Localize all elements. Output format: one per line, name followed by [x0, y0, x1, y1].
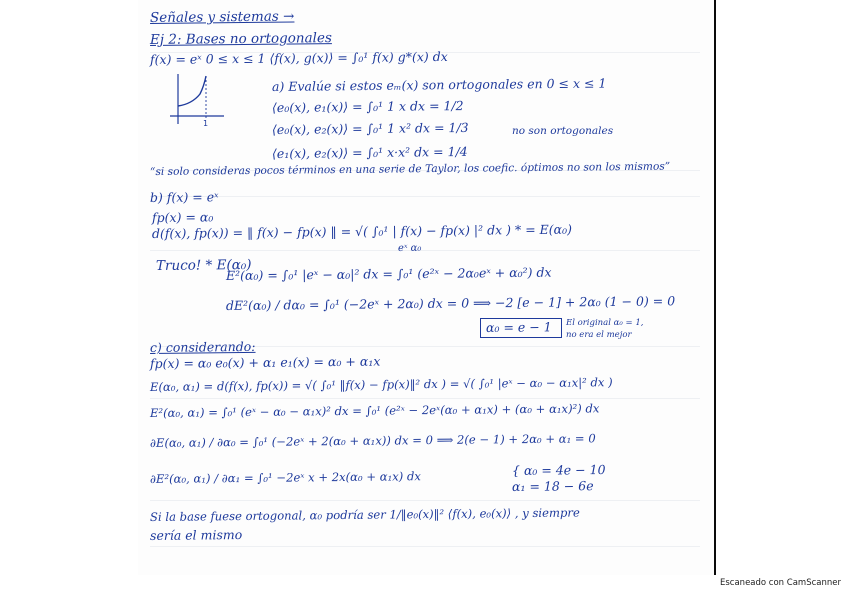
original-note-2: no era el mejor [566, 330, 632, 340]
partial-alpha0: ∂E(α₀, α₁) / ∂α₀ = ∫₀¹ (−2eˣ + 2(α₀ + α₁x)) dx = 0 ⟹ 2(e − 1) + 2α₀ + α₁ = 0 [149, 431, 596, 450]
ruled-line [150, 546, 700, 547]
conclusion-line-2: sería el mismo [149, 527, 243, 543]
inner-product-12: ⟨e₁(x), e₂(x)⟩ = ∫₀¹ x·x² dx = 1/4 [271, 143, 468, 161]
part-b-approximation: fp(x) = α₀ [151, 209, 214, 225]
alpha0-result: α₀ = e − 1 [485, 319, 552, 335]
part-a-statement: a) Evalúe si estos eₘ(x) son ortogonales en 0 ≤ x ≤ 1 [271, 75, 607, 94]
exp-curve [178, 76, 206, 106]
exercise-subtitle: Ej 2: Bases no ortogonales [149, 30, 332, 48]
page-title: Señales y sistemas → [149, 8, 295, 26]
page-edge [714, 0, 716, 575]
partial-alpha1: ∂E²(α₀, α₁) / ∂α₁ = ∫₀¹ −2eˣ x + 2x(α₀ + α₁x) dx [149, 469, 421, 486]
squared-error: E²(α₀) = ∫₀¹ |eˣ − α₀|² dx = ∫₀¹ (e²ˣ − 2α₀eˣ + α₀²) dx [225, 264, 552, 283]
distance-underbrace: eˣ α₀ [397, 242, 422, 254]
ruled-line [150, 196, 700, 197]
distance-definition: d(f(x), fp(x)) = ‖ f(x) − fp(x) ‖ = √( ∫₀¹ | f(x) − fp(x) |² dx ) * = E(α₀) [151, 221, 573, 241]
ruled-line [150, 398, 700, 399]
alpha1-solution: α₁ = 18 − 6e [511, 478, 594, 494]
inner-product-02: ⟨e₀(x), e₂(x)⟩ = ∫₀¹ 1 x² dx = 1/3 [271, 119, 469, 137]
graph-tick-label: 1 [203, 119, 209, 128]
distance-two-params: E(α₀, α₁) = d(f(x), fp(x)) = √( ∫₀¹ ‖f(x) − fp(x)‖² dx ) = √( ∫₀¹ |eˣ − α₀ − α₁x|² dx ) [149, 375, 613, 394]
ruled-line [150, 500, 700, 501]
scanner-watermark: Escaneado con CamScanner [720, 578, 841, 588]
function-definition: f(x) = eˣ 0 ≤ x ≤ 1 ⟨f(x), g(x)⟩ = ∫₀¹ f(x) g*(x) dx [149, 48, 448, 67]
taylor-quote: “si solo consideras pocos términos en una serie de Taylor, los coefic. óptimos no son los mismos” [149, 160, 671, 178]
trick-label: Truco! * E(α₀) [155, 257, 252, 274]
inner-product-01: ⟨e₀(x), e₁(x)⟩ = ∫₀¹ 1 x dx = 1/2 [271, 97, 464, 115]
part-c-approximation: fp(x) = α₀ e₀(x) + α₁ e₁(x) = α₀ + α₁x [149, 353, 381, 371]
derivative-condition: dE²(α₀) / dα₀ = ∫₀¹ (−2eˣ + 2α₀) dx = 0 ⟹ −2 [e − 1] + 2α₀ (1 − 0) = 0 [225, 293, 676, 313]
part-b-function: b) f(x) = eˣ [149, 189, 219, 205]
alpha0-solution: { α₀ = 4e − 10 [511, 462, 606, 478]
part-c-label: c) considerando: [149, 338, 256, 355]
exp-graph [166, 72, 226, 128]
conclusion-line-1: Si la base fuese ortogonal, α₀ podría ser 1/‖e₀(x)‖² ⟨f(x), e₀(x)⟩ , y siempre [149, 505, 580, 524]
ruled-line [150, 250, 700, 251]
original-note-1: El original α₀ = 1, [566, 318, 644, 328]
not-orthogonal-note: no son ortogonales [512, 125, 614, 137]
squared-error-two-params: E²(α₀, α₁) = ∫₀¹ (eˣ − α₀ − α₁x)² dx = ∫₀¹ (e²ˣ − 2eˣ(α₀ + α₁x) + (α₀ + α₁x)²) dx [149, 401, 600, 420]
